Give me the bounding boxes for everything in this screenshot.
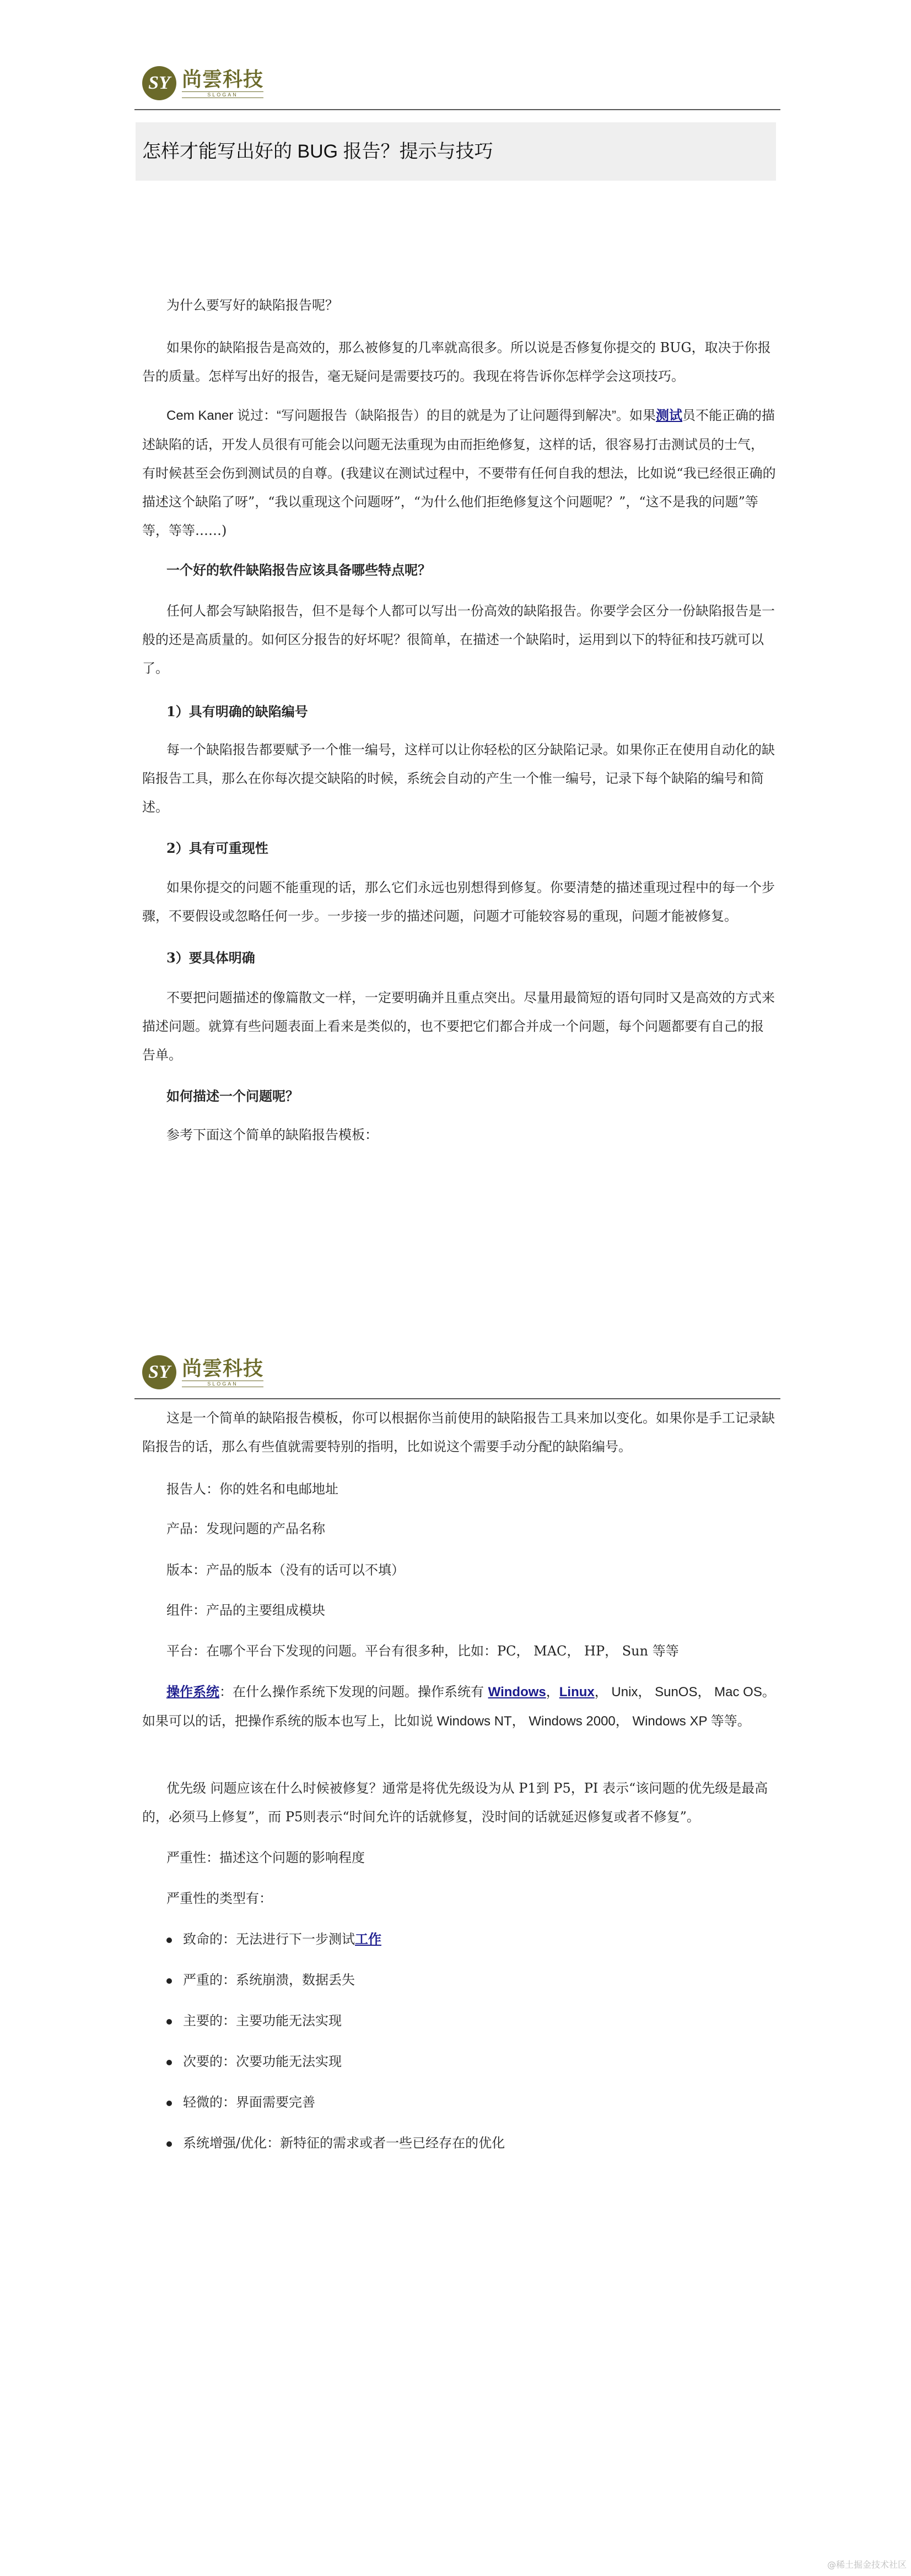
field-os: 操作系统：在什么操作系统下发现的问题。操作系统有 Windows，Linux， Unix， SunOS， Mac OS。如果可以的话，把操作系统的版本也写上，比如说 Windows NT， Windows 2000， Windows XP 等等。 — [142, 1684, 775, 1729]
field-reporter: 报告人：你的姓名和电邮地址 — [166, 1481, 338, 1497]
field-version: 版本：产品的版本（没有的话可以不填） — [166, 1562, 405, 1578]
field-severity-types: 严重性的类型有： — [166, 1891, 272, 1906]
bullet-icon — [166, 1978, 172, 1984]
paragraph-quality: 如果你的缺陷报告是高效的，那么被修复的几率就高很多。所以说是否修复你提交的 BUG，取决于你报告的质量。怎样写出好的报告，毫无疑问是需要技巧的。我现在将告诉你怎样学会这项技巧。 — [142, 340, 771, 384]
field-component: 组件：产品的主要组成模块 — [166, 1603, 325, 1618]
logo-page2 — [142, 1355, 263, 1389]
section-heading-features: 一个好的软件缺陷报告应该具备哪些特点呢？ — [166, 562, 431, 578]
bullet-icon — [166, 2019, 172, 2025]
list-item: 致命的：无法进行下一步测试工作 — [166, 1928, 381, 1950]
linux-link[interactable]: Linux — [559, 1685, 595, 1700]
header-divider-page2 — [134, 1398, 780, 1399]
work-link[interactable]: 工作 — [355, 1931, 381, 1947]
title-box — [136, 122, 776, 181]
logo-mark-icon: SY — [142, 1355, 176, 1389]
list-item: 主要的：主要功能无法实现 — [166, 2010, 342, 2032]
field-severity: 严重性：描述这个问题的影响程度 — [166, 1850, 365, 1865]
section-heading-specific: 3）要具体明确 — [166, 950, 255, 966]
page-title: 怎样才能写出好的 BUG 报告？提示与技巧 — [142, 141, 493, 162]
template-intro: 参考下面这个简单的缺陷报告模板： — [166, 1127, 378, 1143]
paragraph-good-report: 任何人都会写缺陷报告，但不是每个人都可以写出一份高效的缺陷报告。你要学会区分一份缺陷报告是一般的还是高质量的。如何区分报告的好坏呢？很简单，在描述一个缺陷时，运用到以下的特征和技巧就可以了。 — [142, 603, 775, 676]
intro-question: 为什么要写好的缺陷报告呢？ — [166, 297, 338, 313]
test-link[interactable]: 测试 — [656, 407, 683, 423]
logo-slogan: SLOGAN — [182, 91, 263, 98]
bullet-icon — [166, 1938, 172, 1943]
field-priority: 优先级 问题应该在什么时候被修复？通常是将优先级设为从 P1到 P5，PI 表示“该问题的优先级是最高的，必须马上修复”，而 P5则表示“时间允许的话就修复，没时间的话就延迟修复或者不修复”。 — [142, 1781, 768, 1825]
os-link[interactable]: 操作系统 — [166, 1684, 219, 1700]
list-item: 次要的：次要功能无法实现 — [166, 2050, 342, 2072]
logo-mark-icon: SY — [142, 66, 176, 100]
paragraph-template: 这是一个简单的缺陷报告模板，你可以根据你当前使用的缺陷报告工具来加以变化。如果你是手工记录缺陷报告的话，那么有些值就需要特别的指明，比如说这个需要手动分配的缺陷编号。 — [142, 1410, 775, 1454]
logo-name: 尚雲科技 — [182, 1357, 264, 1380]
list-item: 系统增强/优化：新特征的需求或者一些已经存在的优化 — [166, 2132, 505, 2154]
paragraph-cem-kaner: Cem Kaner 说过：“写问题报告（缺陷报告）的目的就是为了让问题得到解决”。如果测试员不能正确的描述缺陷的话，开发人员很有可能会以问题无法重现为由而拒绝修复，这样的话，很容易打击测试员的士气，有时候甚至会伤到测试员的自尊。(我建议在测试过程中，不要带有任何自我的想法，比如说“我已经很正确的描述这个缺陷了呀”，“我以重现这个问题呀”，“为什么他们拒绝修复这个问题呢？”，“这不是我的问题”等等，等等……) — [142, 407, 776, 538]
section-heading-id: 1）具有明确的缺陷编号 — [166, 703, 308, 719]
logo-name: 尚雲科技 — [182, 68, 264, 91]
watermark: @稀土掘金技术社区 — [827, 2559, 907, 2570]
logo-slogan: SLOGAN — [182, 1381, 263, 1387]
field-platform: 平台：在哪个平台下发现的问题。平台有很多种，比如：PC， MAC， HP， Sun 等等 — [166, 1643, 679, 1659]
field-product: 产品：发现问题的产品名称 — [166, 1521, 325, 1536]
logo — [142, 66, 263, 100]
bullet-icon — [166, 2060, 172, 2065]
list-item: 轻微的：界面需要完善 — [166, 2091, 315, 2113]
paragraph-reproducible: 如果你提交的问题不能重现的话，那么它们永远也别想得到修复。你要清楚的描述重现过程中的每一个步骤，不要假设或忽略任何一步。一步接一步的描述问题，问题才可能较容易的重现，问题才能被修复。 — [142, 880, 775, 924]
section-heading-how: 如何描述一个问题呢？ — [166, 1088, 299, 1104]
paragraph-id: 每一个缺陷报告都要赋予一个惟一编号，这样可以让你轻松的区分缺陷记录。如果你正在使用自动化的缺陷报告工具，那么在你每次提交缺陷的时候，系统会自动的产生一个惟一编号，记录下每个缺陷的编号和简述。 — [142, 742, 775, 815]
windows-link[interactable]: Windows — [488, 1685, 546, 1700]
bullet-icon — [166, 2141, 172, 2147]
bullet-icon — [166, 2101, 172, 2106]
section-heading-reproducible: 2）具有可重现性 — [166, 840, 268, 856]
list-item: 严重的：系统崩溃，数据丢失 — [166, 1969, 355, 1991]
paragraph-specific: 不要把问题描述的像篇散文一样，一定要明确并且重点突出。尽量用最简短的语句同时又是高效的方式来描述问题。就算有些问题表面上看来是类似的，也不要把它们都合并成一个问题，每个问题都要有自己的报告单。 — [142, 990, 775, 1063]
header-divider — [134, 109, 780, 110]
